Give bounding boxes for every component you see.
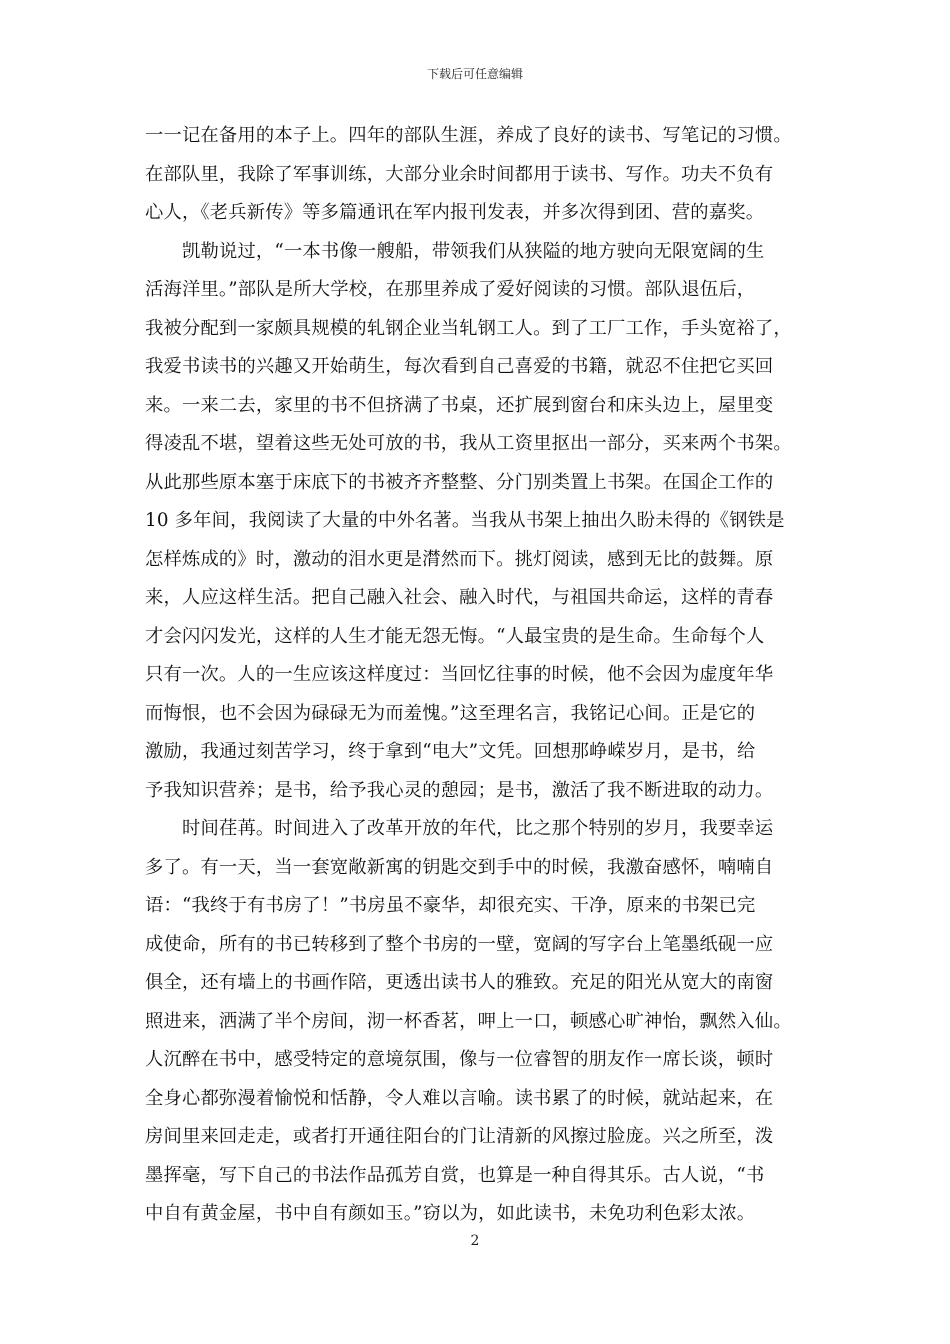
text-line: 在部队里，我除了军事训练，大部分业余时间都用于读书、写作。功夫不负有 [145,163,774,185]
text-line: 心人，《老兵新传》等多篇通讯在军内报刊发表，并多次得到团、营的嘉奖。 [145,202,765,223]
text-line: 时间荏苒。时间进入了改革开放的年代，比之那个特别的岁月，我要幸运 [182,818,774,839]
text-line: 怎样炼成的》时，激动的泪水更是潸然而下。挑灯阅读，感到无比的鼓舞。原 [145,548,774,570]
text-line: 来。一来二去，家里的书不但挤满了书桌，还扩展到窗台和床头边上，屋里变 [145,394,774,416]
text-line: 一一记在备用的本子上。四年的部队生涯，养成了良好的读书、写笔记的习惯。 [145,125,792,146]
text-line: 俱全，还有墙上的书画作陪，更透出读书人的雅致。充足的阳光从宽大的南窗 [145,972,774,993]
text-line: 激励，我通过刻苦学习，终于拿到“电大”文凭。回想那峥嵘岁月，是书，给 [145,741,756,762]
text-line: 照进来，洒满了半个房间，沏一杯香茗，呷上一口，顿感心旷神怡，飘然入仙。 [145,1010,792,1032]
text-line: 10 多年间，我阅读了大量的中外名著。当我从书架上抽出久盼未得的《钢铁是 [145,510,785,531]
paragraph [145,233,815,811]
text-line: 才会闪闪发光，这样的人生才能无怨无悔。“人最宝贵的是生命。生命每个人 [145,625,765,647]
text-line: 从此那些原本塞于床底下的书被齐齐整整、分门别类置上书架。在国企工作的 [145,471,774,493]
text-line: 墨挥毫，写下自己的书法作品孤芳自赏，也算是一种自得其乐。古人说，“书 [145,1164,765,1186]
paragraph [145,810,815,1234]
text-line: 成使命，所有的书已转移到了整个书房的一壁，宽阔的写字台上笔墨纸砚一应 [145,933,774,955]
text-line: 凯勒说过，“一本书像一艘船，带领我们从狭隘的地方驶向无限宽阔的生 [182,240,765,262]
text-line: 我爱书读书的兴趣又开始萌生，每次看到自己喜爱的书籍，就忍不住把它买回 [145,356,774,377]
text-line: 全身心都弥漫着愉悦和恬静，令人难以言喻。读书累了的时候，就站起来，在 [145,1087,774,1109]
page-header: 下载后可任意编辑 [426,67,523,81]
text-line: 活海洋里。”部队是所大学校，在那里养成了爱好阅读的习惯。部队退伍后， [145,279,756,300]
body-text [145,117,815,1234]
text-line: 多了。有一天，当一套宽敞新寓的钥匙交到手中的时候，我激奋感怀，喃喃自 [145,856,774,878]
text-line: 只有一次。人的一生应该这样度过：当回忆往事的时候，他不会因为虚度年华 [145,664,774,685]
text-line: 来，人应这样生活。把自己融入社会、融入时代，与祖国共命运，这样的青春 [145,587,774,608]
paragraph [145,117,815,233]
text-line: 语：“我终于有书房了！”书房虽不豪华，却很充实、干净，原来的书架已完 [145,895,756,916]
text-line: 人沉醉在书中，感受特定的意境氛围，像与一位睿智的朋友作一席长谈，顿时 [145,1049,774,1070]
page-number: 2 [470,1233,480,1249]
text-line: 中自有黄金屋，书中自有颜如玉。”窃以为，如此读书，未免功利色彩太浓。 [145,1203,756,1224]
text-line: 予我知识营养；是书，给予我心灵的憩园；是书，激活了我不断进取的动力。 [145,779,774,801]
text-line: 我被分配到一家颇具规模的轧钢企业当轧钢工人。到了工厂工作，手头宽裕了， [145,317,792,339]
text-line: 得凌乱不堪，望着这些无处可放的书，我从工资里抠出一部分，买来两个书架。 [145,433,792,454]
text-line: 房间里来回走走，或者打开通往阳台的门让清新的风擦过脸庞。兴之所至，泼 [145,1126,774,1147]
text-line: 而悔恨，也不会因为碌碌无为而羞愧。”这至理名言，我铭记心间。正是它的 [145,702,756,724]
